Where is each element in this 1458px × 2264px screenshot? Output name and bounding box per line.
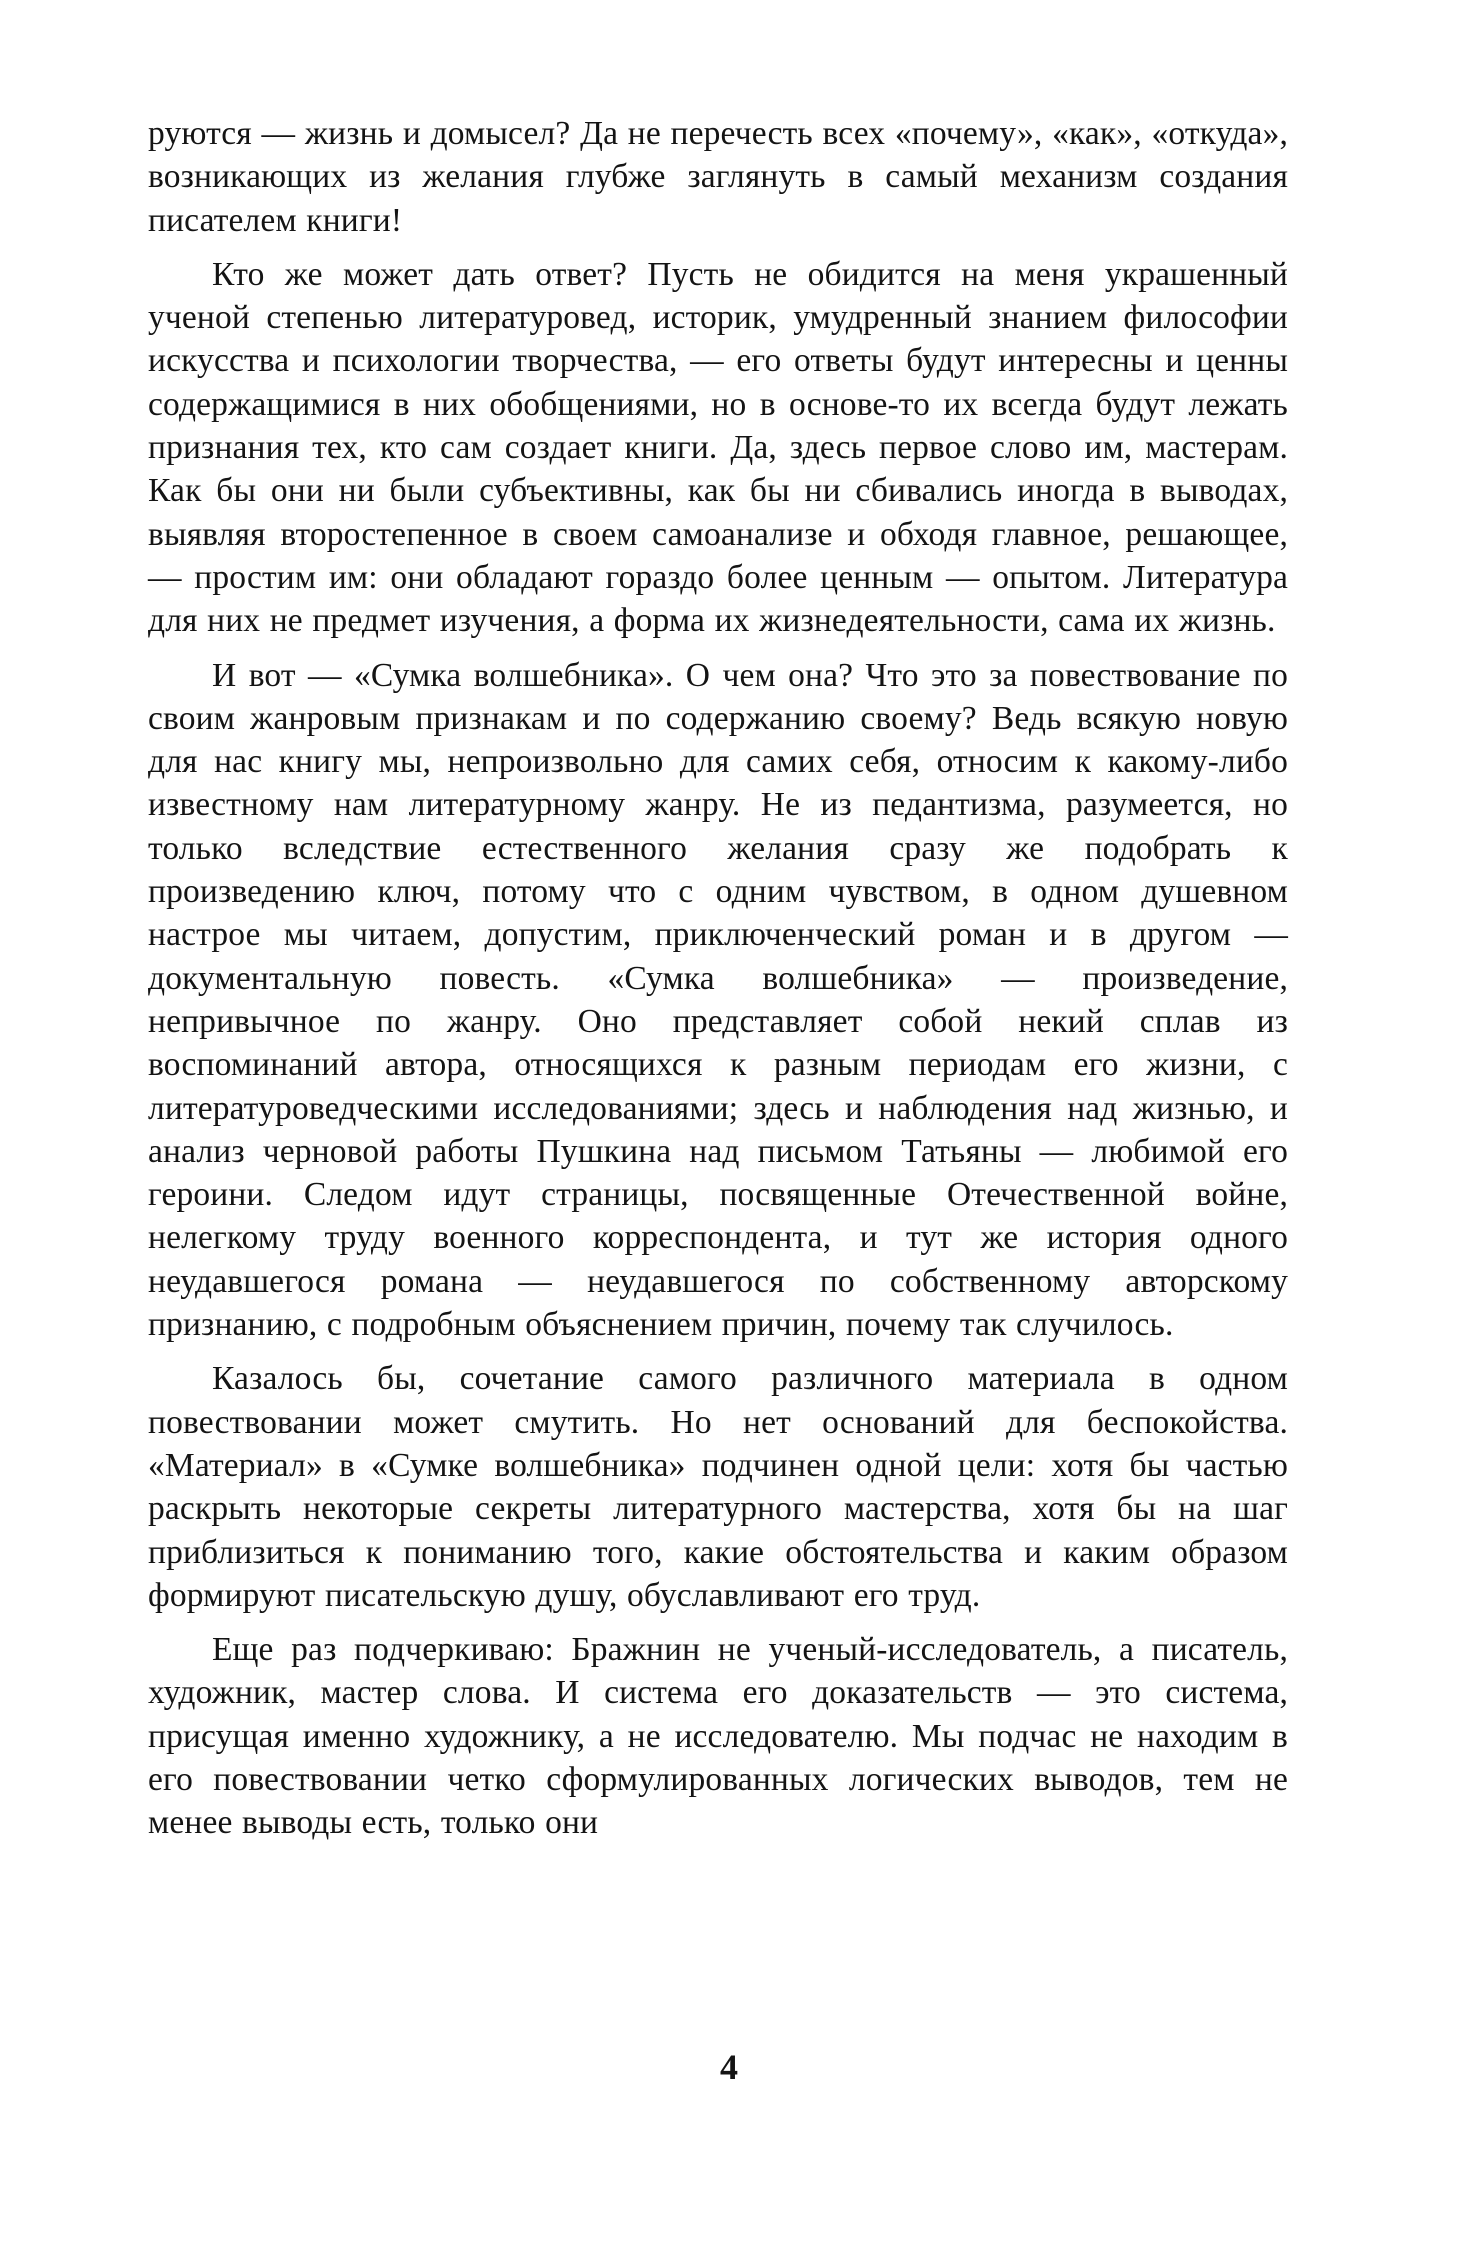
body-text [148, 112, 1288, 1856]
paragraph-2: Кто же может дать ответ? Пусть не обидится на меня украшенный ученой степенью литературовед, историк, умудренный знанием философии искусства и психологии творчества, — его ответы будут интересны и ценны содержащимися в них обобщениями, но в основе-то их всегда будут лежать признания тех, кто сам создает книги. Да, здесь первое слово им, мастерам. Как бы они ни были субъективны, как бы ни сбивались иногда в выводах, выявляя второстепенное в своем самоанализе и обходя главное, решающее, — простим им: они обладают гораздо более ценным — опытом. Литература для них не предмет изучения, а форма их жизнедеятельности, сама их жизнь. [148, 255, 1288, 640]
paragraph-1: руются — жизнь и домысел? Да не перечесть всех «почему», «как», «откуда», возникающих из желания глубже заглянуть в самый механизм создания писателем книги! [148, 115, 1288, 239]
paragraph-3: И вот — «Сумка волшебника». О чем она? Что это за повествование по своим жанровым признакам и по содержанию своему? Ведь всякую новую для нас книгу мы, непроизвольно для самих себя, относим к какому-либо известному нам литературному жанру. Не из педантизма, разумеется, но только вследствие естественного желания сразу же подобрать к произведению ключ, потому что с одним чувством, в одном душевном настрое мы читаем, допустим, приключенческий роман и в другом — документальную повесть. «Сумка волшебника» — произведение, непривычное по жанру. Оно представляет собой некий сплав из воспоминаний автора, относящихся к разным периодам его жизни, с литературоведческими исследованиями; здесь и наблюдения над жизнью, и анализ черновой работы Пушкина над письмом Татьяны — любимой его героини. Следом идут страницы, посвященные Отечественной войне, нелегкому труду военного корреспондента, и тут же история одного неудавшегося романа — неудавшегося по собственному авторскому признанию, с подробным объяснением причин, почему так случилось. [148, 656, 1288, 1344]
page-number: 4 [720, 2047, 738, 2087]
paragraph-4: Казалось бы, сочетание самого различного материала в одном повествовании может смутить. Но нет оснований для беспокойства. «Материал» в «Сумке волшебника» подчинен одной цели: хотя бы частью раскрыть некоторые секреты литературного мастерства, хотя бы на шаг приблизиться к пониманию того, какие обстоятельства и каким образом формируют писательскую душу, обуславливают его труд. [148, 1360, 1288, 1614]
paragraph-5: Еще раз подчеркиваю: Бражнин не ученый-исследователь, а писатель, художник, мастер слова. И система его доказательств — это система, присущая именно художнику, а не исследователю. Мы подчас не находим в его повествовании четко сформулированных логических выводов, тем не менее выводы есть, только они [148, 1631, 1288, 1842]
